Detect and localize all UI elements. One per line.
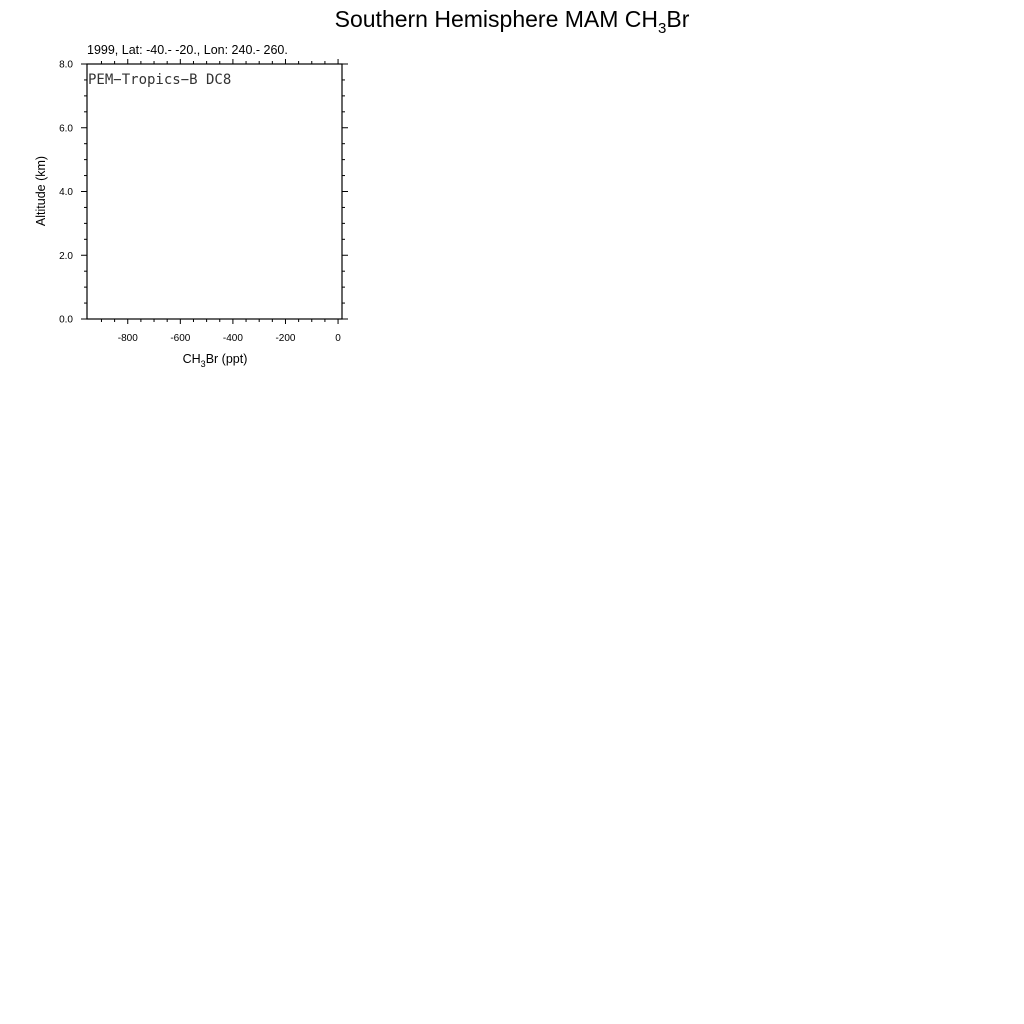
y-tick-label: 4.0 [59, 187, 73, 198]
x-tick-label: -200 [275, 333, 296, 344]
chart-subtitle: 1999, Lat: -40.- -20., Lon: 240.- 260. [87, 43, 288, 57]
x-tick-label: -800 [117, 333, 138, 344]
x-tick-label: 0 [335, 333, 341, 344]
y-tick-label: 0.0 [59, 314, 73, 326]
y-axis-title: Altitude (km) [34, 155, 48, 227]
y-tick-labels [59, 60, 73, 326]
y-tick-label: 6.0 [59, 123, 73, 135]
y-tick-label: 8.0 [59, 59, 73, 71]
x-tick-labels [118, 333, 342, 344]
x-tick-label: -400 [222, 333, 243, 344]
x-tick-label: -600 [170, 333, 191, 344]
tick-marks [81, 59, 348, 324]
y-tick-label: 2.0 [59, 250, 73, 262]
campaign-label: PEM−Tropics−B DC8 [88, 72, 232, 88]
x-axis-title: $CH_3Br$ (ppt) [182, 352, 248, 369]
plot-frame [87, 64, 342, 319]
chart-title: Southern Hemisphere MAM $CH_3Br$ [334, 6, 690, 37]
